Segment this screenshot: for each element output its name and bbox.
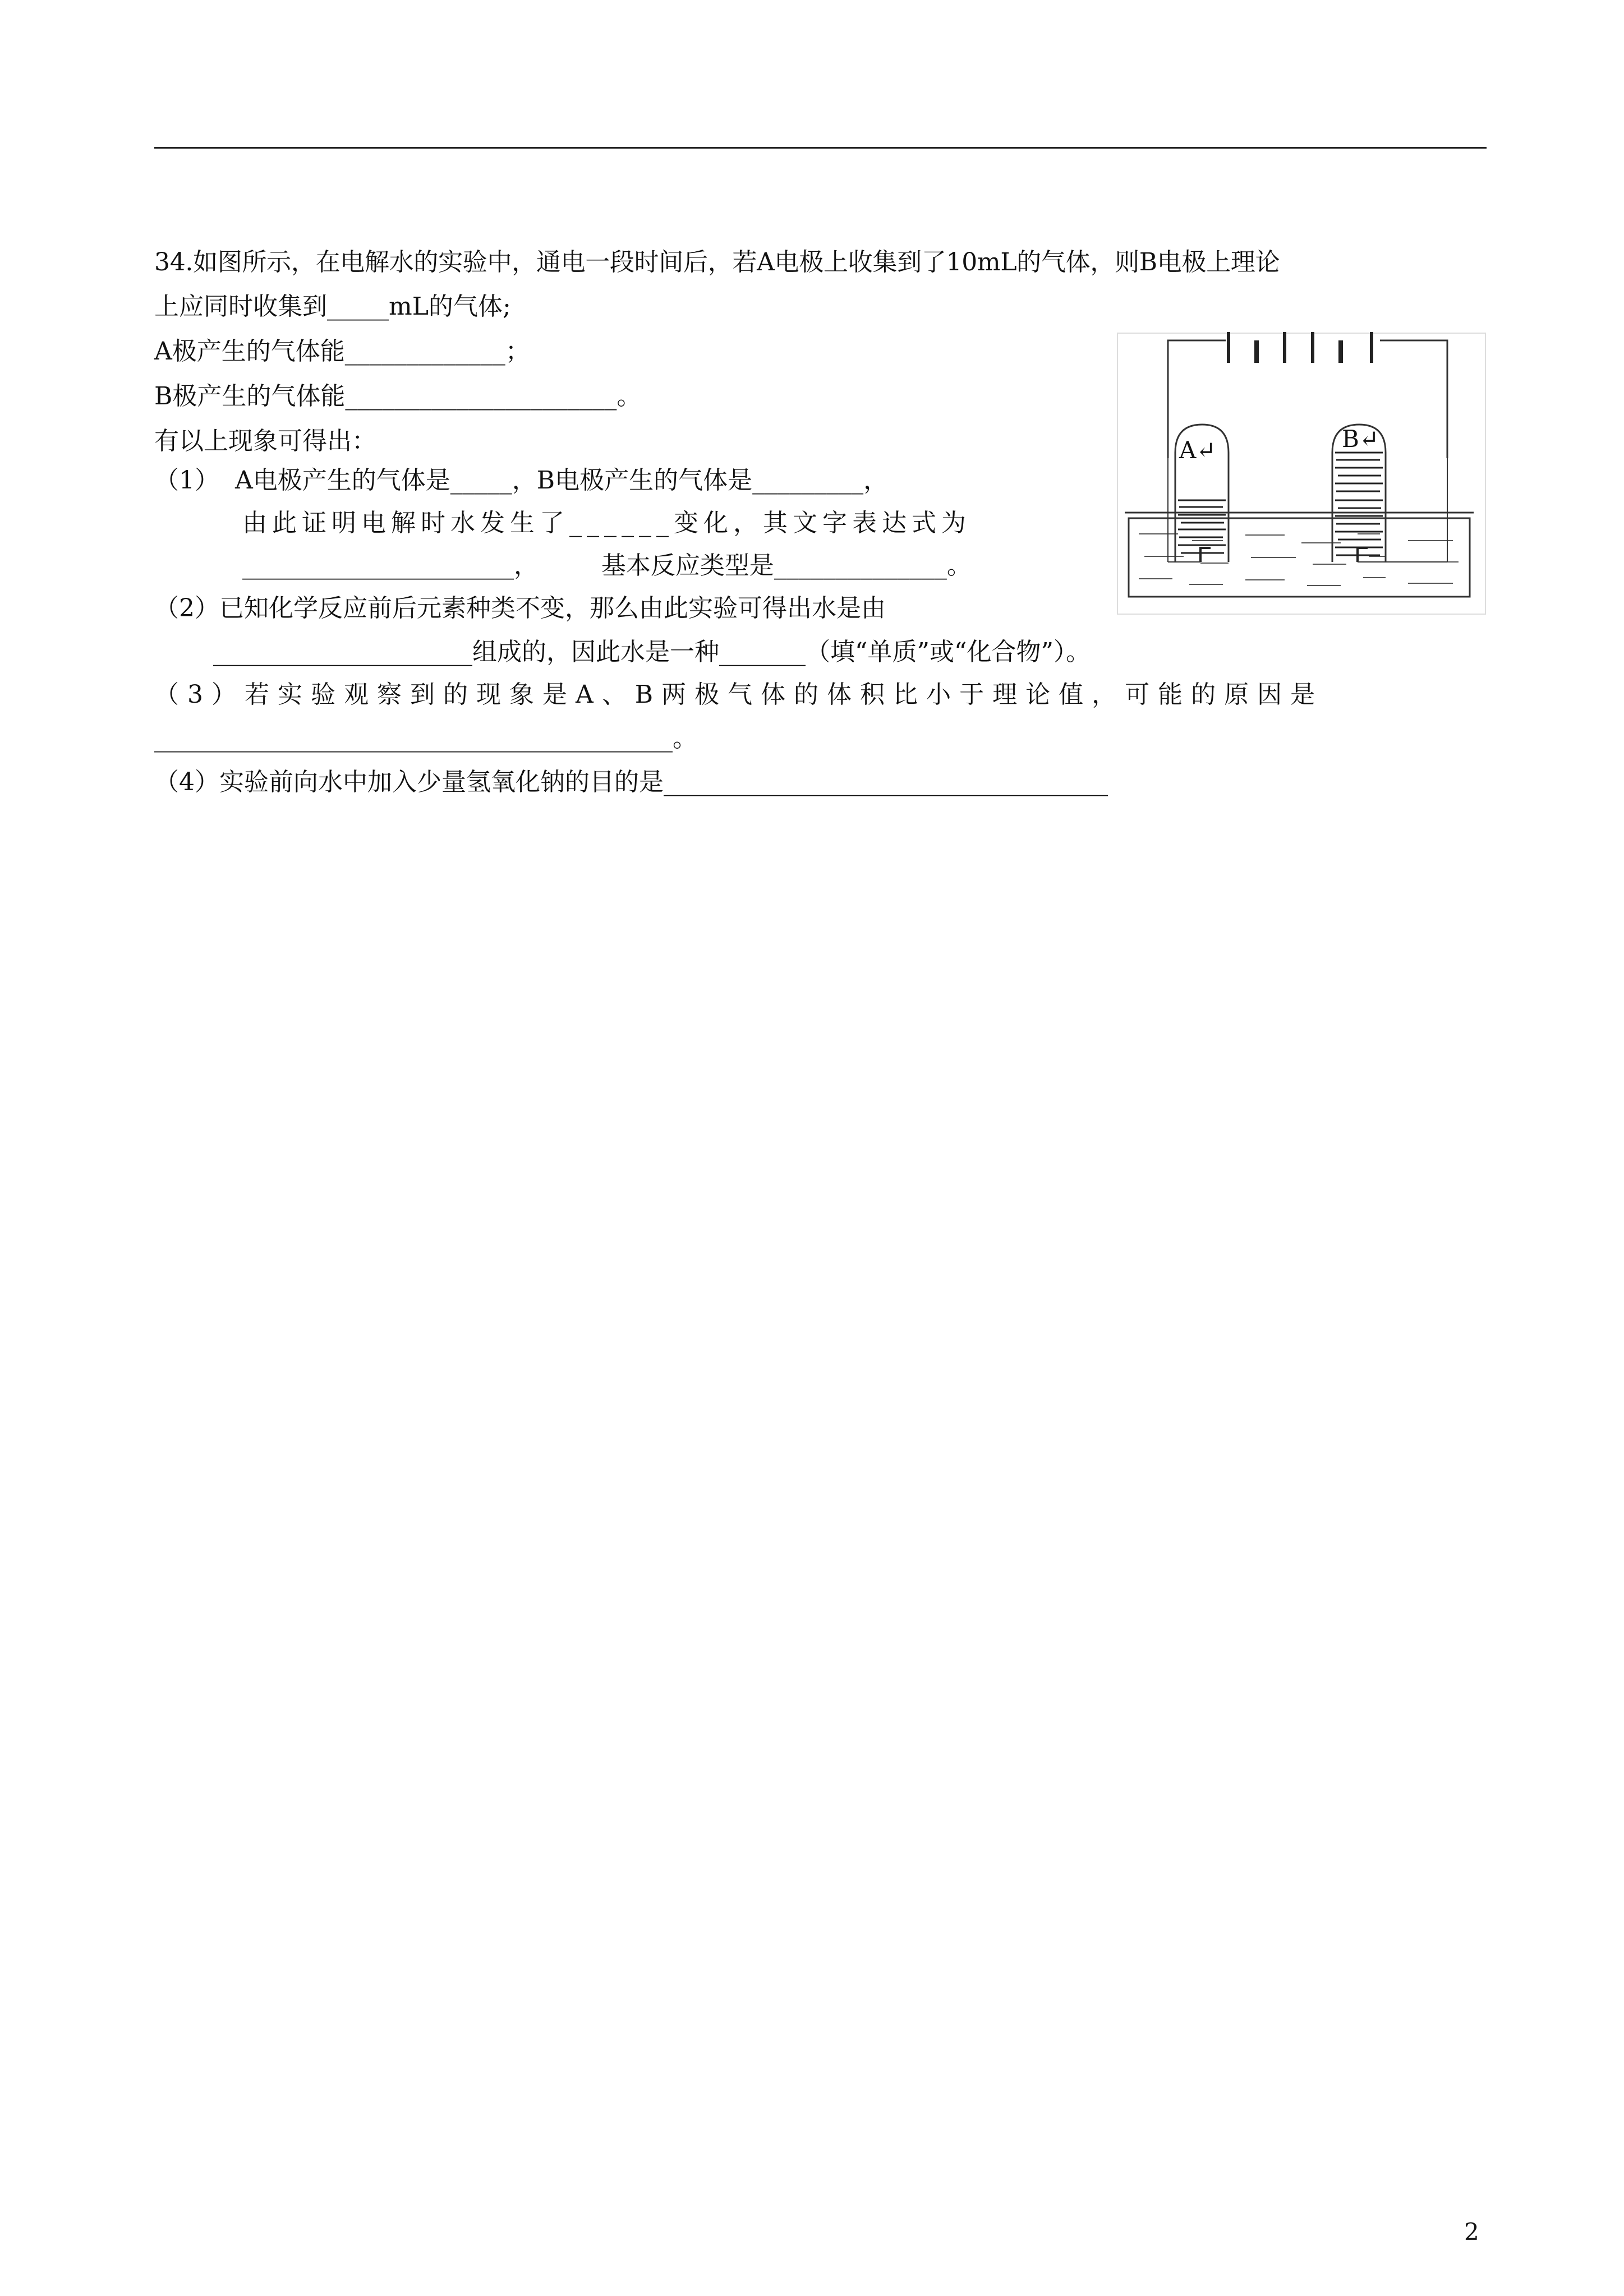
part3-line-1: （3）若实验观察到的现象是A、B两极气体的体积比小于理论值，可能的原因是 <box>154 680 1324 709</box>
a-gas-line: A极产生的气体能_____________； <box>154 337 530 366</box>
conclusion-intro: 有以上现象可得出： <box>154 427 376 455</box>
part1-line-3: ______________________， 基本反应类型是______________。 <box>242 551 972 580</box>
header-rule <box>154 147 1487 149</box>
part2-line-1: （2）已知化学反应前后元素种类不变，那么由此实验可得出水是由 <box>154 594 886 623</box>
page-number: 2 <box>1464 2218 1479 2246</box>
part2-line-2: _____________________组成的，因此水是一种_______（填“单质”或“化合物”）。 <box>213 638 1091 666</box>
electrolysis-diagram <box>1116 332 1487 615</box>
b-gas-line: B极产生的气体能______________________。 <box>154 382 642 411</box>
part1-line-1: （1） A电极产生的气体是_____，B电极产生的气体是_________， <box>154 466 889 495</box>
part1-line-2: 由此证明电解时水发生了______变化，其文字表达式为 <box>242 509 971 537</box>
question-intro-line-1: 34.如图所示，在电解水的实验中，通电一段时间后，若A电极上收集到了10mL的气体，则B电极上理论 <box>154 248 1280 276</box>
part4-line-1: （4）实验前向水中加入少量氢氧化钠的目的是____________________________________ <box>154 768 1108 796</box>
question-intro-line-2: 上应同时收集到_____mL的气体; <box>154 292 511 321</box>
label-a: A↵ <box>1179 436 1216 464</box>
label-b: B↵ <box>1342 425 1379 453</box>
part3-line-2: __________________________________________。 <box>154 724 697 753</box>
